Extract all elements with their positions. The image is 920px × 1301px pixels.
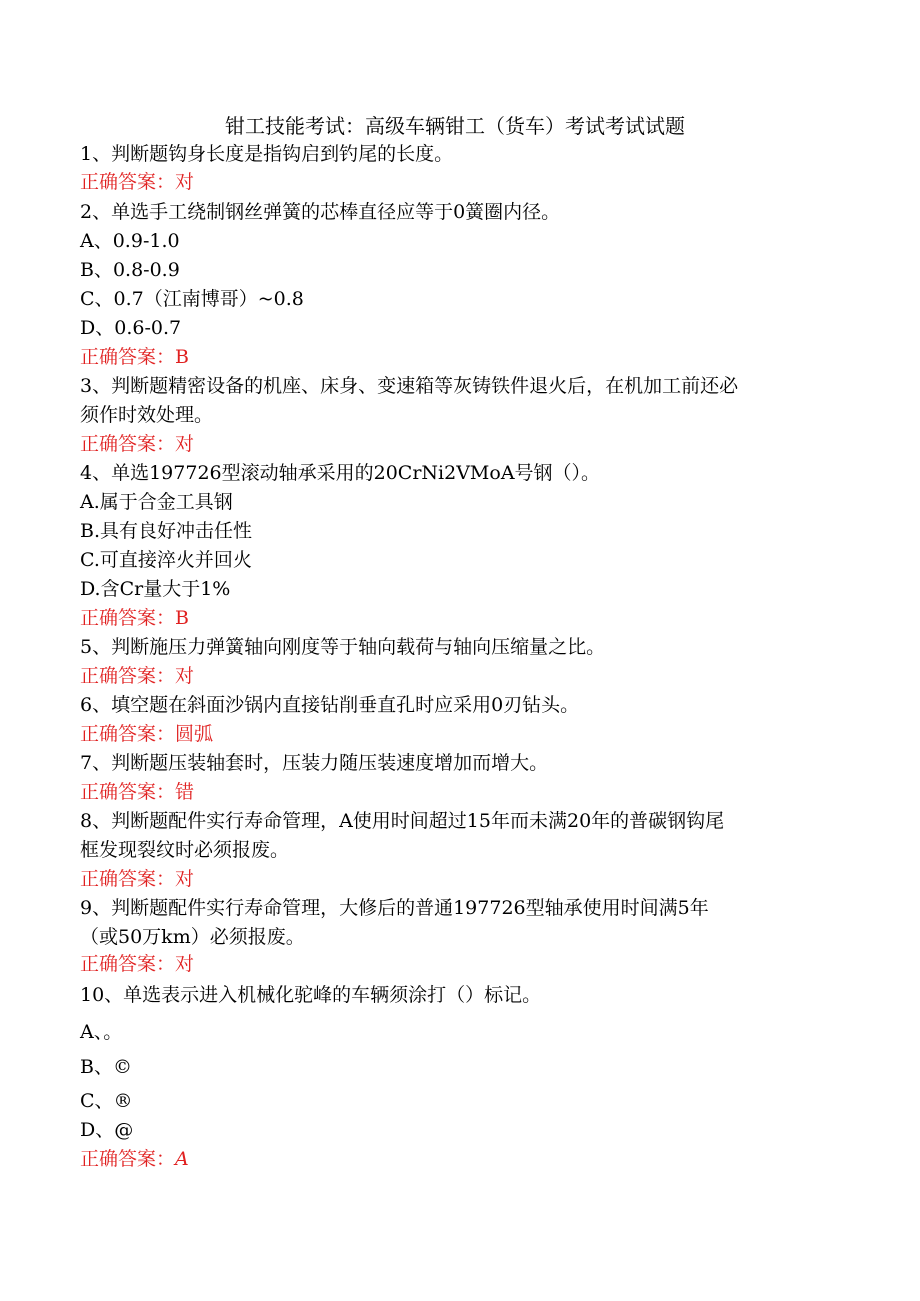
- page-title: 钳工技能考试：高级车辆钳工（货车）考试考试试题: [225, 114, 685, 138]
- answer-label: 正确答案：: [80, 433, 176, 455]
- option-2c: C、0.7（江南博哥）~0.8: [80, 288, 304, 310]
- option-10c: C、®: [80, 1090, 133, 1112]
- question-6: 6、填空题在斜面沙锅内直接钻削垂直孔时应采用0刃钻头。: [80, 694, 580, 716]
- answer-5: [80, 664, 194, 688]
- answer-label: 正确答案：: [80, 607, 176, 629]
- answer-label: 正确答案：: [80, 953, 176, 975]
- answer-label: 正确答案：: [80, 723, 176, 745]
- answer-value: 对: [175, 868, 195, 890]
- answer-label: 正确答案：: [80, 346, 176, 368]
- answer-7: [80, 780, 194, 804]
- option-10b: B、©: [80, 1056, 132, 1078]
- answer-10: [80, 1147, 189, 1171]
- answer-6: [80, 722, 213, 746]
- option-10d: D、@: [80, 1119, 134, 1141]
- answer-3: [80, 432, 194, 456]
- option-2a: A、0.9-1.0: [80, 230, 180, 252]
- option-4a: A.属于合金工具钢: [80, 491, 233, 513]
- answer-value: B: [175, 607, 189, 629]
- answer-8: [80, 867, 194, 891]
- answer-value: 错: [175, 781, 195, 803]
- answer-2: [80, 345, 189, 369]
- answer-value: 对: [175, 171, 195, 193]
- option-10a: A、。: [80, 1021, 123, 1043]
- answer-label: 正确答案：: [80, 665, 176, 687]
- answer-value: 对: [175, 953, 195, 975]
- question-8-cont: 框发现裂纹时必须报废。: [80, 839, 290, 861]
- question-5: 5、判断施压力弹簧轴向刚度等于轴向载荷与轴向压缩量之比。: [80, 636, 606, 658]
- option-4c: C.可直接淬火并回火: [80, 549, 252, 571]
- answer-label: 正确答案：: [80, 1148, 176, 1170]
- answer-value: A: [175, 1148, 189, 1170]
- question-9-cont: （或50万km）必须报废。: [80, 926, 305, 948]
- answer-label: 正确答案：: [80, 868, 176, 890]
- question-3: 3、判断题精密设备的机座、床身、变速箱等灰铸铁件退火后，在机加工前还必: [80, 375, 739, 397]
- option-4d: D.含Cr量大于1%: [80, 578, 231, 600]
- answer-label: 正确答案：: [80, 781, 176, 803]
- answer-value: B: [175, 346, 189, 368]
- answer-4: [80, 606, 189, 630]
- question-8: 8、判断题配件实行寿命管理，A使用时间超过15年而未满20年的普碳钢钩尾: [80, 810, 725, 832]
- option-2d: D、0.6-0.7: [80, 317, 182, 339]
- question-9: 9、判断题配件实行寿命管理，大修后的普通197726型轴承使用时间满5年: [80, 897, 709, 919]
- question-3-cont: 须作时效处理。: [80, 404, 214, 426]
- option-4b: B.具有良好冲击任性: [80, 520, 253, 542]
- option-2b: B、0.8-0.9: [80, 259, 180, 281]
- answer-9: [80, 952, 194, 976]
- question-4: 4、单选197726型滚动轴承采用的20CrNi2VMoA号钢（）。: [80, 462, 601, 484]
- question-2: 2、单选手工绕制钢丝弹簧的芯棒直径应等于0簧圈内径。: [80, 201, 561, 223]
- question-10: 10、单选表示进入机械化驼峰的车辆须涂打（）标记。: [80, 984, 542, 1006]
- answer-1: [80, 170, 194, 194]
- question-7: 7、判断题压装轴套时，压装力随压装速度增加而增大。: [80, 752, 549, 774]
- answer-value: 对: [175, 665, 195, 687]
- question-1: 1、判断题钩身长度是指钩启到钓尾的长度。: [80, 143, 454, 165]
- answer-value: 圆弧: [175, 723, 214, 745]
- answer-value: 对: [175, 433, 195, 455]
- answer-label: 正确答案：: [80, 171, 176, 193]
